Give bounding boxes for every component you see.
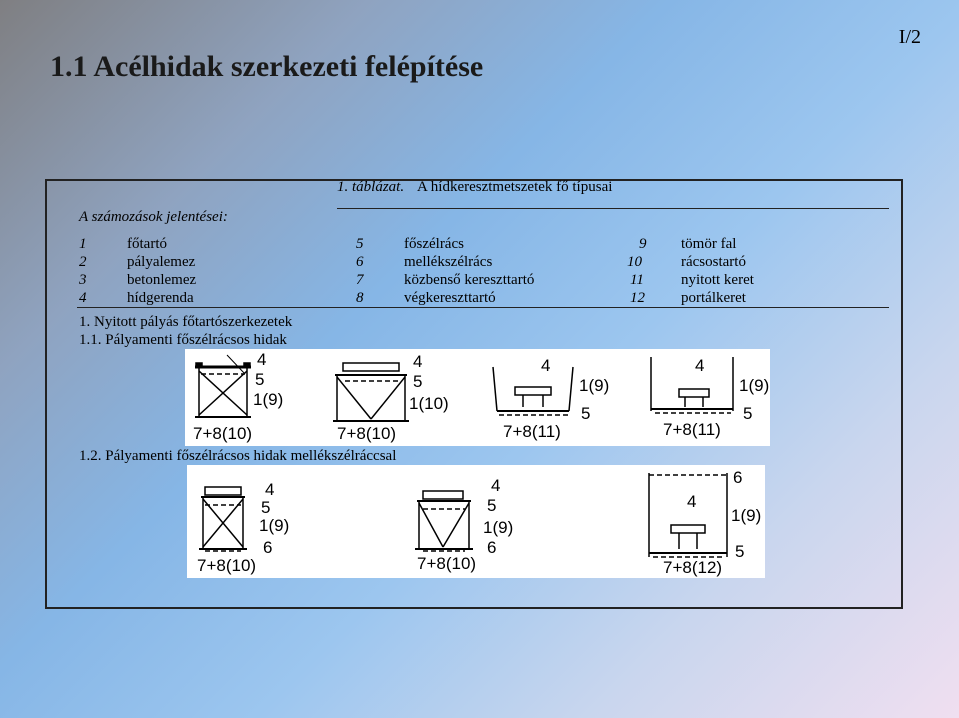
legend-number: 2 bbox=[79, 254, 87, 270]
caption-rule bbox=[337, 208, 889, 209]
diagram-label: 1(9) bbox=[731, 506, 762, 525]
caption-text: A hídkeresztmetszetek fő típusai bbox=[417, 179, 613, 195]
diagram-label: 7+8(11) bbox=[663, 420, 721, 439]
legend-number: 3 bbox=[79, 272, 87, 288]
section-heading: 1.2. Pályamenti főszélrácsos hidak mellékszélráccsal bbox=[79, 448, 397, 464]
legend-number: 1 bbox=[79, 236, 87, 252]
table-caption bbox=[337, 179, 612, 196]
slide-title: 1.1 Acélhidak szerkezeti felépítése bbox=[50, 50, 484, 83]
legend-number: 9 bbox=[639, 236, 647, 252]
legend-number: 4 bbox=[79, 290, 87, 306]
legend-term: pályalemez bbox=[127, 254, 196, 270]
cross-section-diagram bbox=[649, 468, 761, 577]
diagram-label: 5 bbox=[735, 542, 745, 561]
cross-section-diagrams-row2 bbox=[187, 465, 765, 578]
legend-row bbox=[47, 272, 903, 290]
diagram-label: 7+8(10) bbox=[197, 556, 257, 575]
cross-section-diagram bbox=[197, 480, 289, 575]
diagram-label: 7+8(10) bbox=[193, 424, 253, 443]
diagram-label: 1(9) bbox=[739, 376, 770, 395]
legend-number: 7 bbox=[356, 272, 364, 288]
diagram-label: 1(9) bbox=[253, 390, 284, 409]
legend-term: közbenső kereszttartó bbox=[404, 272, 535, 288]
legend-number: 6 bbox=[356, 254, 364, 270]
diagram-label: 7+8(12) bbox=[663, 558, 723, 577]
diagram-label: 4 bbox=[695, 356, 705, 375]
table-panel bbox=[45, 179, 903, 609]
section-heading: 1.1. Pályamenti főszélrácsos hidak bbox=[79, 332, 287, 348]
legend-row bbox=[47, 236, 903, 254]
diagram-label: 6 bbox=[733, 468, 743, 487]
legend-term: hídgerenda bbox=[127, 290, 194, 306]
diagram-label: 4 bbox=[541, 356, 551, 375]
diagram-label: 1(9) bbox=[579, 376, 610, 395]
diagram-label: 4 bbox=[257, 350, 267, 369]
legend-term: főszélrács bbox=[404, 236, 464, 252]
diagram-label: 4 bbox=[413, 352, 423, 371]
cross-section-diagram bbox=[651, 356, 769, 439]
page-number: I/2 bbox=[898, 26, 921, 48]
diagram-label: 6 bbox=[263, 538, 273, 557]
diagram-label: 6 bbox=[487, 538, 497, 557]
legend-term: főtartó bbox=[127, 236, 167, 252]
diagram-label: 5 bbox=[413, 372, 423, 391]
legend-term: betonlemez bbox=[127, 272, 197, 288]
diagram-label: 5 bbox=[581, 404, 591, 423]
legend-row bbox=[47, 290, 903, 308]
section-heading: 1. Nyitott pályás főtartószerkezetek bbox=[79, 314, 293, 330]
diagram-label: 1(10) bbox=[409, 394, 449, 413]
legend-number: 8 bbox=[356, 290, 364, 306]
legend-term: portálkeret bbox=[681, 290, 746, 306]
diagram-label: 5 bbox=[261, 498, 271, 517]
cross-section-diagram bbox=[193, 350, 283, 443]
caption-label: 1. táblázat. bbox=[337, 179, 405, 195]
legend-term: nyitott keret bbox=[681, 272, 754, 288]
legend-term: rácsostartó bbox=[681, 254, 746, 270]
diagram-label: 4 bbox=[265, 480, 275, 499]
legend-title: A számozások jelentései: bbox=[79, 209, 228, 225]
diagram-label: 5 bbox=[255, 370, 265, 389]
legend-number: 10 bbox=[627, 254, 642, 270]
cross-section-diagram bbox=[333, 352, 449, 443]
legend-term: mellékszélrács bbox=[404, 254, 493, 270]
diagram-label: 1(9) bbox=[259, 516, 290, 535]
diagram-label: 7+8(11) bbox=[503, 422, 561, 441]
legend-row bbox=[47, 254, 903, 272]
diagram-label: 5 bbox=[743, 404, 753, 423]
cross-section-diagrams-row1 bbox=[185, 349, 770, 446]
diagram-label: 1(9) bbox=[483, 518, 514, 537]
cross-section-diagram bbox=[415, 476, 513, 573]
diagram-label: 7+8(10) bbox=[337, 424, 397, 443]
legend-term: tömör fal bbox=[681, 236, 737, 252]
diagram-label: 4 bbox=[687, 492, 697, 511]
legend-number: 12 bbox=[630, 290, 645, 306]
legend-number: 5 bbox=[356, 236, 364, 252]
diagram-label: 5 bbox=[487, 496, 497, 515]
legend-number: 11 bbox=[630, 272, 644, 288]
legend-rule bbox=[77, 307, 889, 308]
diagram-label: 4 bbox=[491, 476, 501, 495]
cross-section-diagram bbox=[493, 356, 609, 441]
diagram-label: 7+8(10) bbox=[417, 554, 477, 573]
legend-term: végkereszttartó bbox=[404, 290, 496, 306]
